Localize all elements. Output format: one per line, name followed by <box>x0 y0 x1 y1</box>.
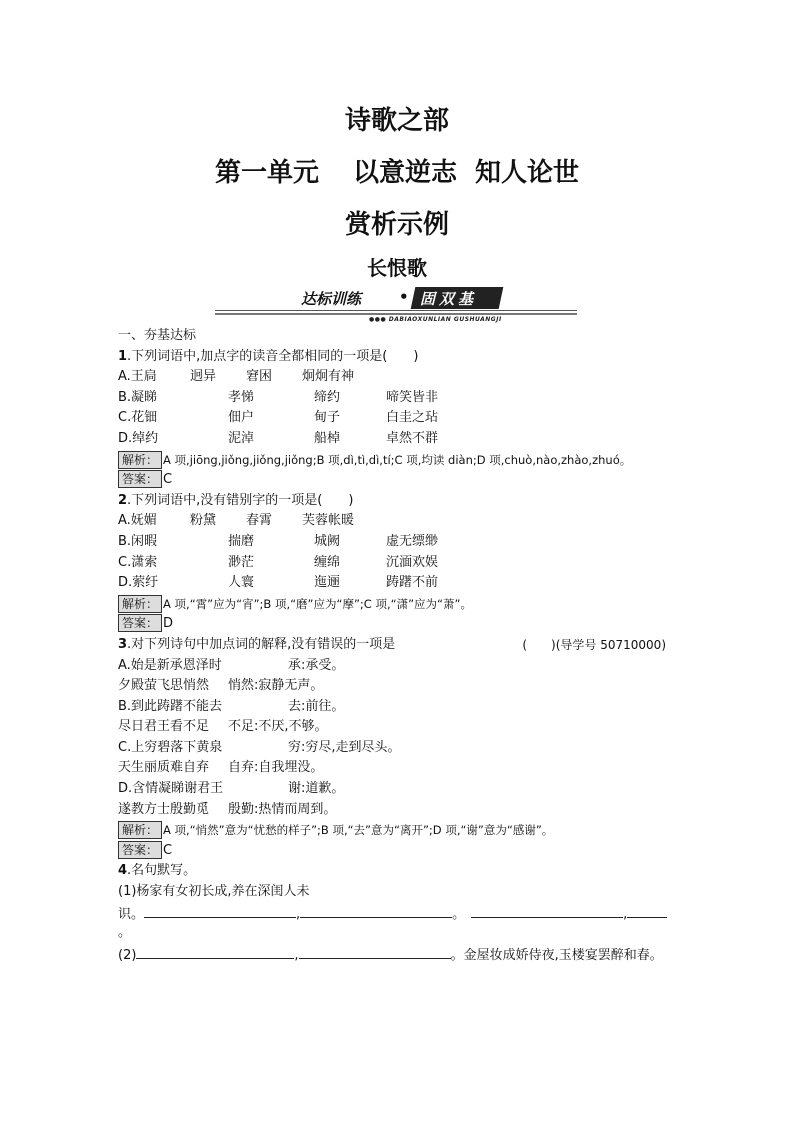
question-text: .对下列诗句中加点词的解释,没有错误的一项是 <box>127 636 396 652</box>
option-word: C.潇索 <box>118 554 158 570</box>
option-word: A.王扃 <box>118 369 157 385</box>
text-fragment: 识。 <box>118 906 145 922</box>
answer-tag: 答案： <box>118 841 162 859</box>
unit-title-part3: 知人论世 <box>475 158 580 188</box>
option-word: 虚无缥缈 <box>386 533 439 549</box>
exercise-content <box>118 326 688 964</box>
question-number: 4 <box>118 863 128 879</box>
fill-blank[interactable] <box>471 903 623 918</box>
analysis-text: A 项,jiōng,jiǒng,jiǒng,jiǒng;B 项,dì,tì,dì,tí;C 项,均读 diàn;D 项,chuò,nào,zhào,zhuó。 <box>163 452 632 467</box>
option-word: 甸子 <box>314 410 341 426</box>
punct: , <box>296 906 301 922</box>
option-word: B.闲暇 <box>118 533 158 549</box>
q4-item-2 <box>118 944 688 965</box>
question-text: .名句默写。 <box>127 863 197 879</box>
question-number: 3 <box>118 636 128 652</box>
option-word: 粉黛 <box>190 513 217 529</box>
poem-line: 夕殿萤飞思悄然 <box>118 678 210 694</box>
poem-title: 长恨歌 <box>367 256 427 280</box>
fill-blank[interactable] <box>144 903 296 918</box>
q2-option-b <box>118 532 688 553</box>
option-word: 揣磨 <box>228 533 255 549</box>
gloss: 悄然:寂静无声。 <box>228 678 324 694</box>
question-number: 1 <box>118 348 128 364</box>
banner-label-basics: 固双基 <box>420 290 478 308</box>
gloss: 承:承受。 <box>288 657 345 673</box>
practice-banner <box>215 286 577 322</box>
q1-option-b <box>118 388 688 409</box>
q3-line <box>118 800 688 821</box>
gloss: 穷:穷尽,走到尽头。 <box>288 739 401 755</box>
option-word: A.妩媚 <box>118 513 157 529</box>
poem-line: 遂教方士殷勤觅 <box>118 801 210 817</box>
q1-option-c <box>118 408 688 429</box>
q1-analysis <box>118 450 688 471</box>
question-3-stem <box>118 635 688 656</box>
option-word: 炯炯有神 <box>302 369 355 385</box>
q3-line <box>118 676 688 697</box>
poem-line: A.始是新承恩泽时 <box>118 657 222 673</box>
option-word: 缠绵 <box>314 554 341 570</box>
question-1-stem <box>118 347 688 368</box>
banner-label-training: 达标训练 <box>301 290 362 308</box>
section-heading: 一、夯基达标 <box>118 328 197 343</box>
section-title: 赏析示例 <box>344 210 449 240</box>
analysis-text: A 项,“悄然”意为“忧愁的样子”;B 项,“去”意为“离开”;D 项,“谢”意为“感谢”。 <box>163 823 554 838</box>
fill-blank[interactable] <box>627 903 667 918</box>
gloss: 自弃:自我埋没。 <box>228 760 324 776</box>
text-fragment: (2) <box>118 947 137 963</box>
gloss: 殷勤:热情而周到。 <box>228 801 337 817</box>
option-word: C.花钿 <box>118 410 158 426</box>
poem-line: C.上穷碧落下黄泉 <box>118 739 223 755</box>
banner-rule <box>215 310 577 311</box>
analysis-tag: 解析： <box>118 451 162 469</box>
punct: , <box>623 906 628 922</box>
fill-blank[interactable] <box>136 944 294 959</box>
q1-option-a <box>118 367 688 388</box>
option-word: 啼笑皆非 <box>386 389 439 405</box>
answer-text: C <box>163 842 173 858</box>
option-word: 城阙 <box>314 533 341 549</box>
poem-line: D.含情凝睇谢君王 <box>118 781 224 797</box>
option-word: D.萦纡 <box>118 575 159 591</box>
analysis-tag: 解析： <box>118 595 162 613</box>
question-number: 2 <box>118 492 128 508</box>
option-word: 渺茫 <box>228 554 255 570</box>
q3-line <box>118 758 688 779</box>
q3-line <box>118 779 688 800</box>
punct: , <box>294 947 299 963</box>
option-word: 窘困 <box>246 369 273 385</box>
q3-analysis <box>118 820 688 841</box>
banner-rule-thick <box>215 313 577 315</box>
q3-line <box>118 656 688 677</box>
unit-title-part2: 以意逆志 <box>352 158 457 188</box>
option-word: B.凝睇 <box>118 389 158 405</box>
q1-option-d <box>118 429 688 450</box>
analysis-tag: 解析： <box>118 821 162 839</box>
question-4-stem <box>118 861 688 882</box>
q2-option-d <box>118 573 688 594</box>
q2-option-c <box>118 553 688 574</box>
option-word: 迥异 <box>190 369 217 385</box>
option-word: 佃户 <box>228 410 255 426</box>
option-word: 缔约 <box>314 389 341 405</box>
q1-answer <box>118 470 688 491</box>
q3-answer <box>118 841 688 862</box>
poem-line: B.到此踌躇不能去 <box>118 698 223 714</box>
q4-item-1-blanks <box>118 903 688 924</box>
gloss: 去:前往。 <box>288 698 345 714</box>
q4-item-1: (1)杨家有女初长成,养在深闺人未 <box>118 884 310 900</box>
q4-item-1-end: 。 <box>118 925 132 941</box>
q3-line <box>118 738 688 759</box>
poem-line: 天生丽质难自弃 <box>118 760 210 776</box>
q3-line <box>118 697 688 718</box>
option-word: 沉湎欢娱 <box>386 554 439 570</box>
fill-blank[interactable] <box>300 903 452 918</box>
answer-text: D <box>163 616 174 632</box>
banner-dot: • <box>399 288 409 306</box>
option-word: 踌躇不前 <box>386 575 439 591</box>
gloss: 不足:不厌,不够。 <box>228 719 328 735</box>
answer-text: C <box>163 472 173 488</box>
page-title: 诗歌之部 <box>344 106 449 136</box>
option-word: 芙蓉帐暖 <box>302 513 355 529</box>
option-word: 船棹 <box>314 430 341 446</box>
q2-analysis <box>118 594 688 615</box>
text-fragment: 。金屋妆成娇侍夜,玉楼宴罢醉和春。 <box>450 947 663 963</box>
q2-option-a <box>118 511 688 532</box>
option-word: 卓然不群 <box>386 430 439 446</box>
option-word: 迤逦 <box>314 575 341 591</box>
question-text: .下列词语中,加点字的读音全都相同的一项是( ) <box>127 348 419 364</box>
analysis-text: A 项,“霄”应为“宵”;B 项,“磨”应为“摩”;C 项,“潇”应为“萧”。 <box>163 596 472 611</box>
question-2-stem <box>118 491 688 512</box>
punct: 。 <box>452 906 466 922</box>
poem-line: 尽日君王看不足 <box>118 719 210 735</box>
gloss: 谢:道歉。 <box>288 781 345 797</box>
q3-line <box>118 717 688 738</box>
answer-tag: 答案： <box>118 470 162 488</box>
guide-number: ( )(导学号 50710000) <box>522 637 666 652</box>
option-word: 泥淖 <box>228 430 255 446</box>
question-text: .下列词语中,没有错别字的一项是( ) <box>127 492 354 508</box>
option-word: 人寰 <box>228 575 255 591</box>
option-word: 春霄 <box>246 513 273 529</box>
option-word: D.绰约 <box>118 430 159 446</box>
option-word: 孝悌 <box>228 389 255 405</box>
option-word: 白圭之玷 <box>386 410 439 426</box>
unit-title-part1: 第一单元 <box>214 158 319 188</box>
unit-title <box>0 152 794 189</box>
answer-tag: 答案： <box>118 614 162 632</box>
q2-answer <box>118 614 688 635</box>
fill-blank[interactable] <box>299 944 451 959</box>
banner-subtitle: ●●● DABIAOXUNLIAN GUSHUANGJI <box>369 316 502 323</box>
